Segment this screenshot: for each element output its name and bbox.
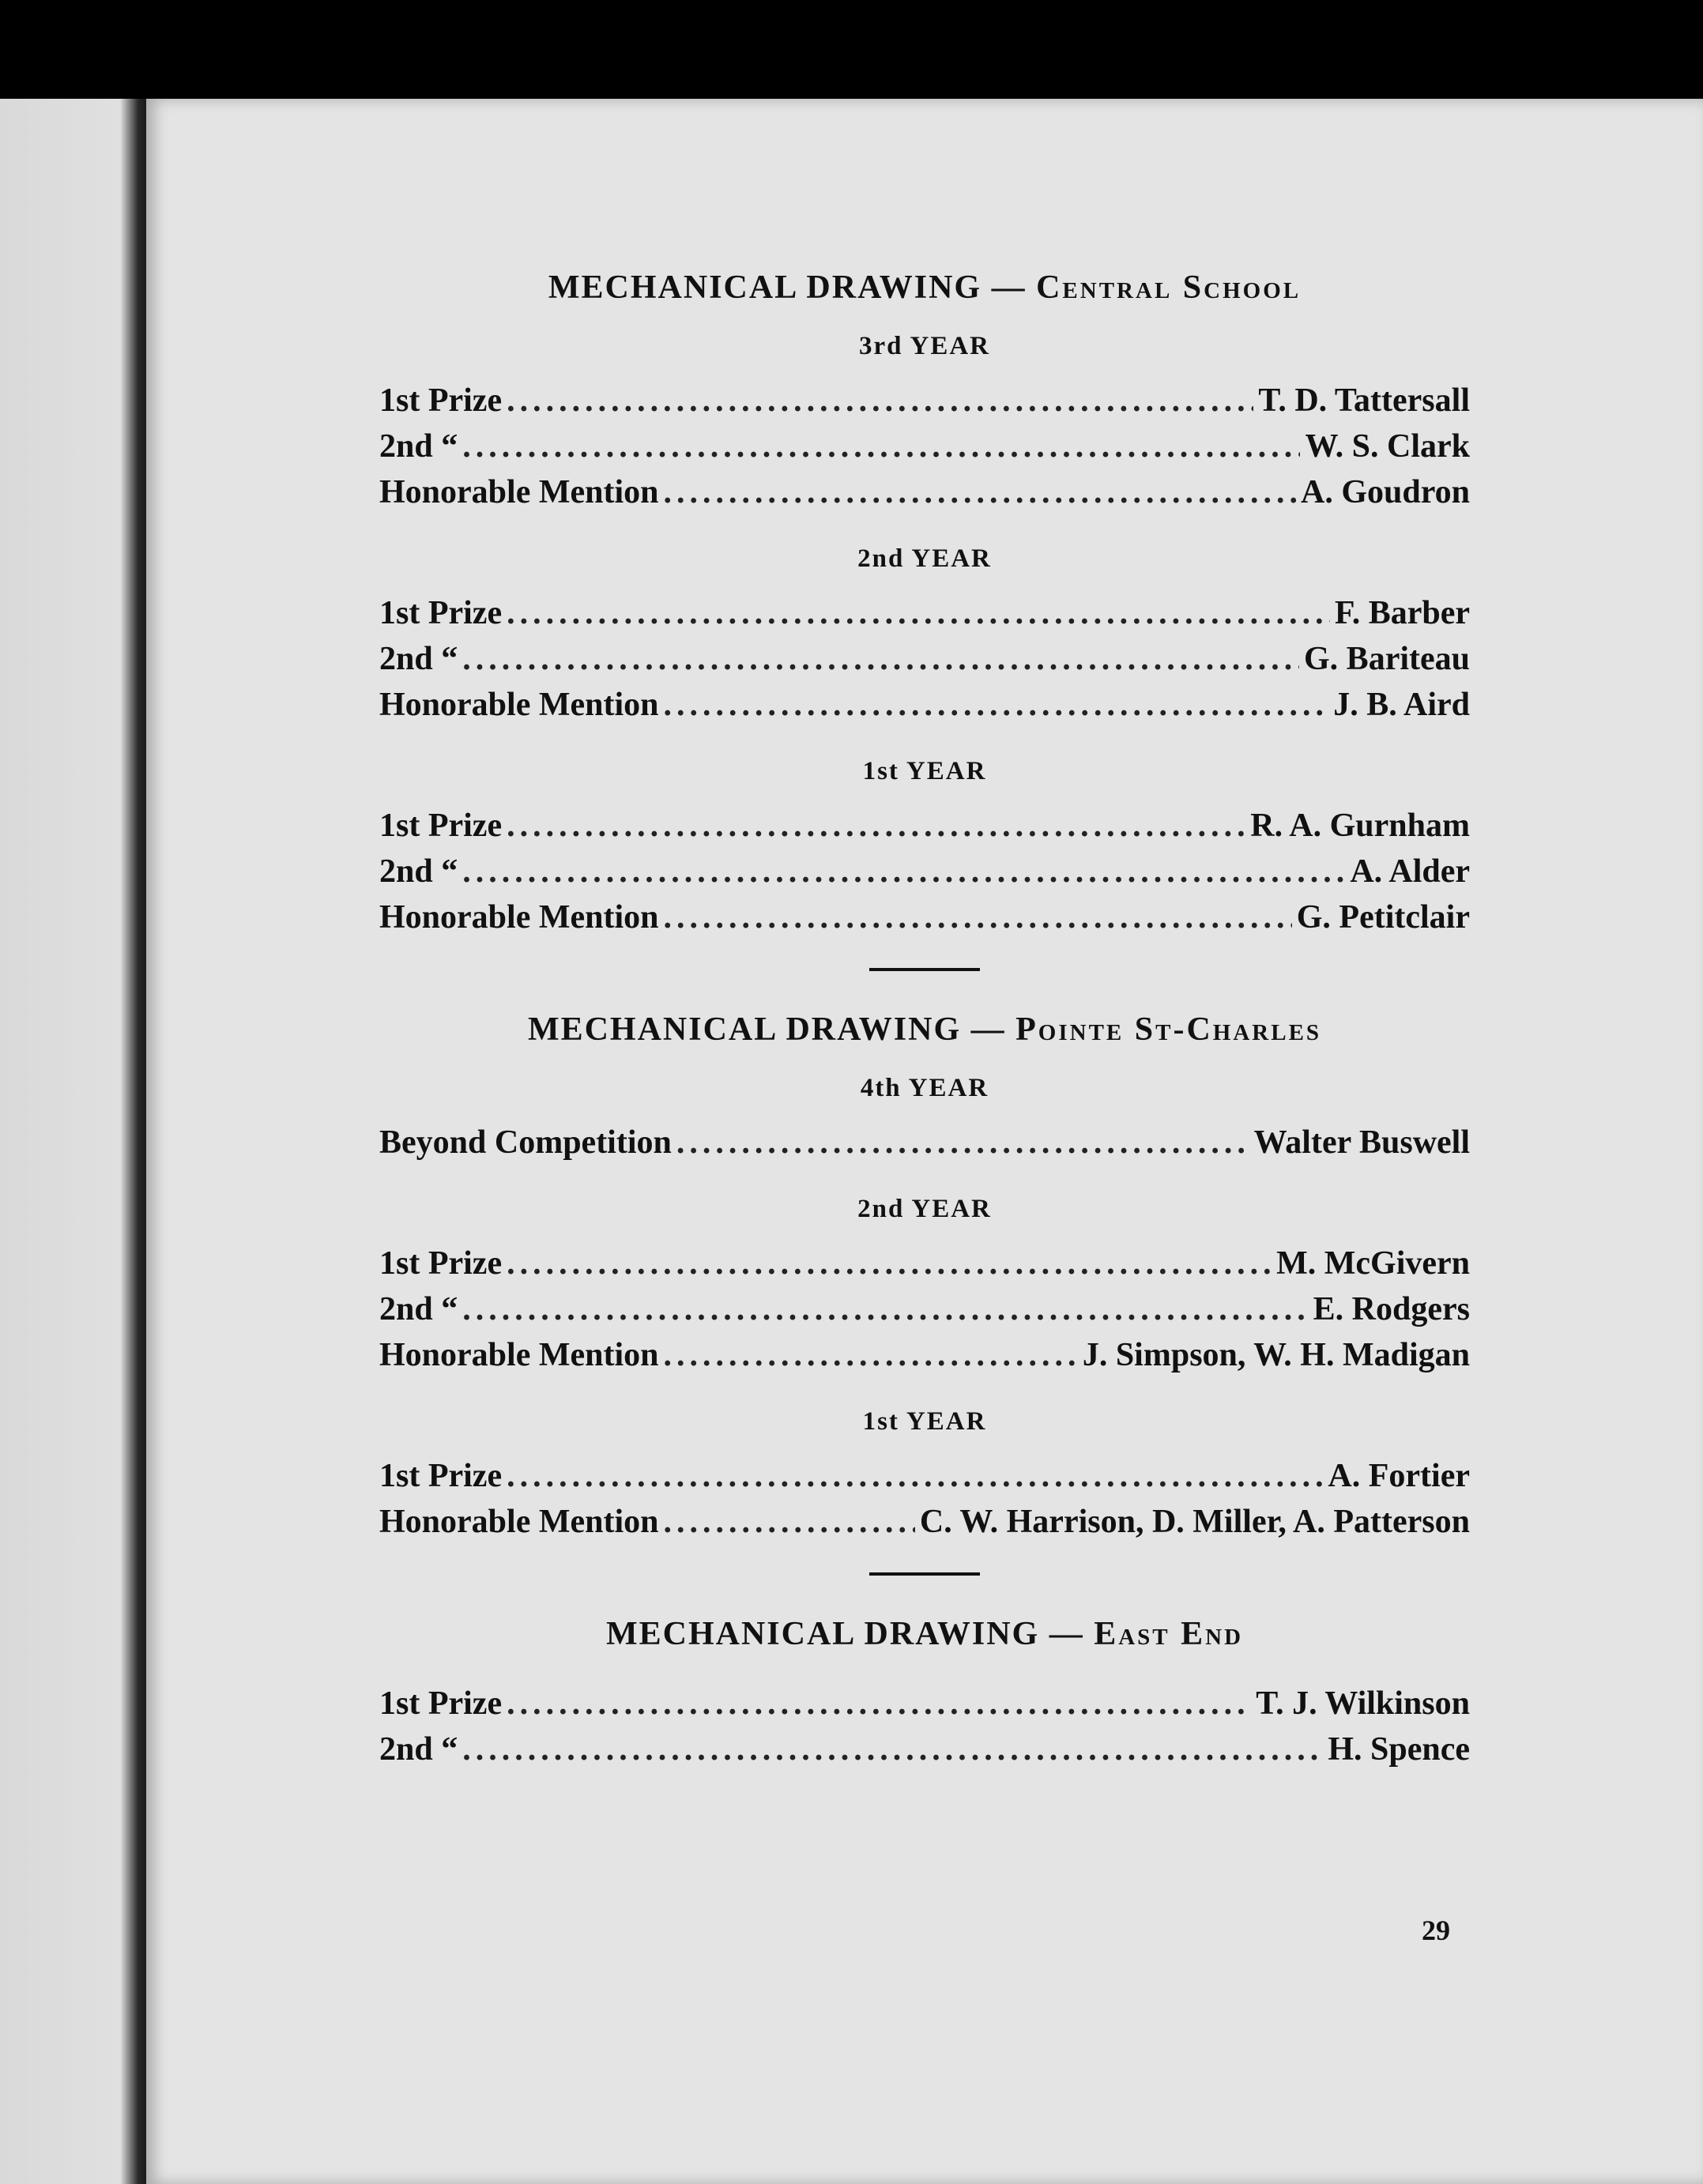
winner-name: A. Alder (1350, 853, 1470, 890)
winner-name: J. Simpson, W. H. Madigan (1082, 1337, 1470, 1373)
prize-label: 1st Prize (379, 1685, 503, 1722)
prize-label: Beyond Competition (379, 1124, 672, 1161)
leader-dots (664, 686, 1329, 724)
section-title-subtitle: East End (1094, 1616, 1244, 1652)
leader-dots (462, 1290, 1308, 1328)
section-title-main: MECHANICAL DRAWING (605, 1616, 1040, 1652)
book-spine (0, 99, 150, 2184)
prize-row (379, 686, 1470, 732)
leader-dots (664, 473, 1297, 511)
leader-dots (676, 1124, 1249, 1162)
winner-name: R. A. Gurnham (1250, 808, 1470, 844)
winner-name: W. S. Clark (1305, 428, 1470, 465)
leader-dots (462, 853, 1345, 891)
section-title-dash: — (981, 269, 1037, 306)
prize-row (379, 382, 1470, 427)
year-heading: 2nd YEAR (857, 1195, 992, 1223)
year-heading: 1st YEAR (862, 757, 987, 785)
prize-label: 2nd “ (379, 428, 458, 465)
year-heading: 1st YEAR (862, 1407, 987, 1436)
section-title-dash: — (961, 1011, 1016, 1048)
section-title (379, 269, 1470, 307)
winner-name: G. Petitclair (1296, 899, 1470, 936)
winner-name: F. Barber (1334, 595, 1470, 631)
leader-dots (664, 1503, 915, 1541)
page-number: 29 (1422, 1915, 1450, 1946)
winner-name: H. Spence (1328, 1731, 1470, 1768)
leader-dots (507, 1685, 1251, 1723)
prize-label: Honorable Mention (379, 1337, 659, 1373)
prize-row (379, 640, 1470, 686)
leader-dots (462, 427, 1300, 465)
leader-dots (462, 640, 1299, 678)
leader-dots (507, 382, 1253, 420)
leader-dots (507, 594, 1330, 632)
prize-row (379, 1685, 1470, 1730)
section-title-dash: — (1039, 1616, 1095, 1652)
prize-row (379, 1503, 1470, 1549)
leader-dots (462, 1730, 1323, 1768)
leader-dots (664, 1336, 1078, 1374)
winner-name: E. Rodgers (1313, 1291, 1470, 1327)
winner-name: T. D. Tattersall (1258, 382, 1470, 419)
prize-label: Honorable Mention (379, 687, 659, 723)
prize-label: Honorable Mention (379, 899, 659, 936)
prize-label: 1st Prize (379, 595, 503, 631)
section-title-subtitle: Central School (1036, 269, 1302, 306)
prize-label: 1st Prize (379, 382, 503, 419)
prize-label: 1st Prize (379, 1245, 503, 1282)
winner-name: J. B. Aird (1333, 687, 1470, 723)
prize-row (379, 1245, 1470, 1290)
leader-dots (507, 1245, 1272, 1282)
year-heading: 2nd YEAR (857, 544, 992, 573)
prize-row (379, 1336, 1470, 1382)
year-heading: 3rd YEAR (858, 332, 991, 360)
prize-label: 1st Prize (379, 808, 503, 844)
prize-row (379, 1457, 1470, 1503)
leader-dots (507, 807, 1245, 845)
prize-row (379, 1124, 1470, 1169)
prize-label: 2nd “ (379, 1731, 458, 1768)
section-title-main: MECHANICAL DRAWING (548, 269, 982, 306)
prize-row (379, 427, 1470, 473)
winner-name: M. McGivern (1276, 1245, 1470, 1282)
prize-row (379, 1290, 1470, 1336)
prize-row (379, 1730, 1470, 1776)
year-heading: 4th YEAR (860, 1074, 989, 1102)
section-title (379, 1011, 1470, 1049)
winner-name: T. J. Wilkinson (1256, 1685, 1470, 1722)
prize-list (379, 269, 1470, 1776)
winner-name: Walter Buswell (1253, 1124, 1470, 1161)
prize-label: 2nd “ (379, 853, 458, 890)
prize-label: Honorable Mention (379, 1504, 659, 1540)
prize-label: Honorable Mention (379, 474, 659, 510)
leader-dots (507, 1457, 1323, 1495)
prize-label: 2nd “ (379, 1291, 458, 1327)
section-title-main: MECHANICAL DRAWING (527, 1011, 962, 1048)
section-title (379, 1615, 1470, 1653)
winner-name: A. Fortier (1328, 1458, 1470, 1494)
prize-row (379, 898, 1470, 944)
leader-dots (664, 898, 1292, 936)
section-title-subtitle: Pointe St-Charles (1015, 1011, 1322, 1048)
prize-row (379, 473, 1470, 519)
prize-label: 1st Prize (379, 1458, 503, 1494)
winner-name: C. W. Harrison, D. Miller, A. Patterson (919, 1504, 1470, 1540)
winner-name: A. Goudron (1301, 474, 1470, 510)
prize-row (379, 594, 1470, 640)
prize-row (379, 807, 1470, 853)
prize-row (379, 853, 1470, 898)
winner-name: G. Bariteau (1304, 641, 1470, 677)
prize-label: 2nd “ (379, 641, 458, 677)
